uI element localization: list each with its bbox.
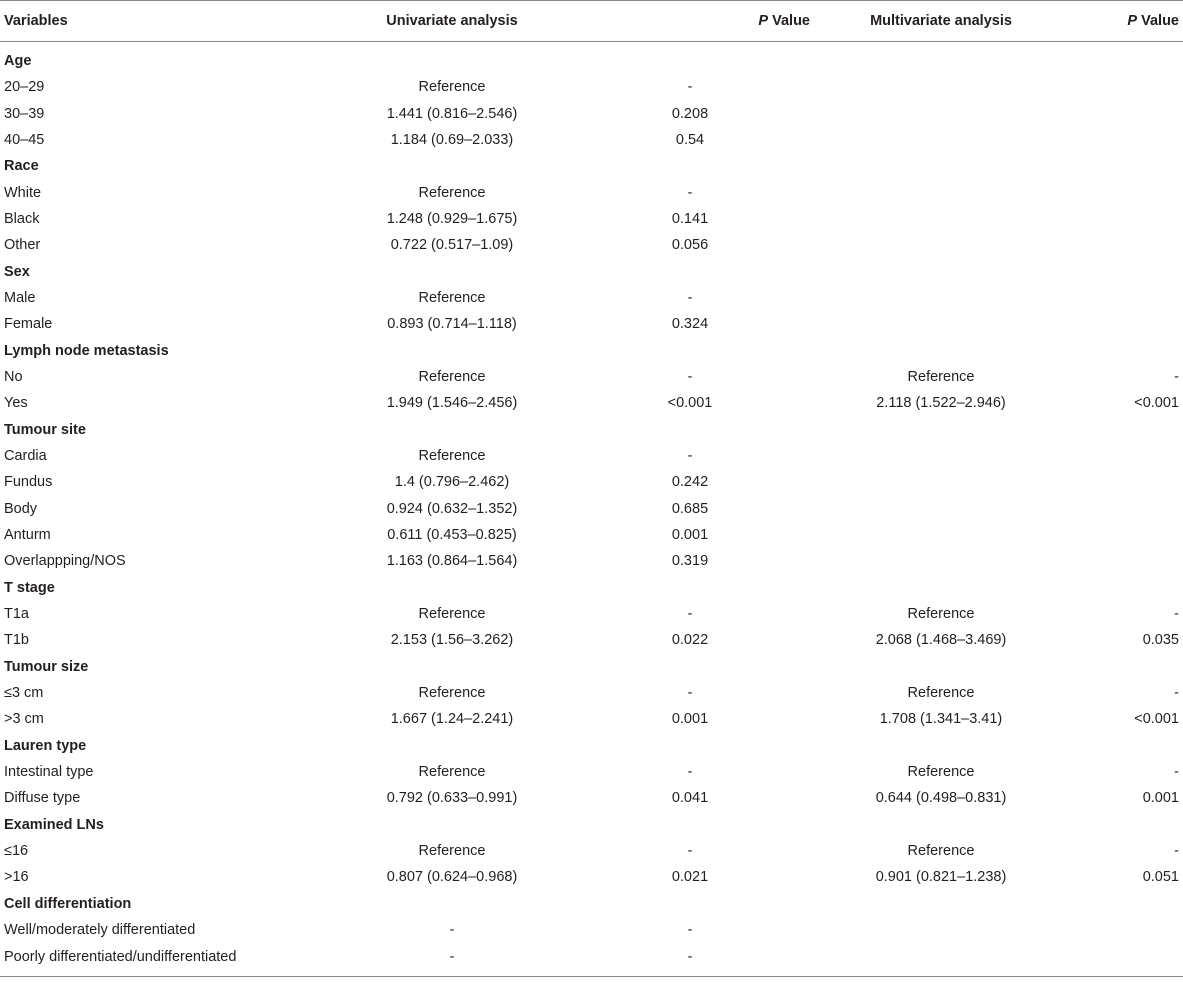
table-row (0, 285, 1183, 311)
p-value-multivariate-cell (1068, 496, 1183, 522)
p-value-univariate-cell: 0.041 (671, 790, 709, 807)
p-value-multivariate-cell: - (1174, 843, 1179, 860)
header-multivariate: Multivariate analysis (814, 1, 1068, 42)
table-row (0, 627, 1183, 653)
p-value-univariate-cell: 0.208 (671, 105, 709, 122)
p-value-univariate-cell: 0.056 (671, 237, 709, 254)
univariate-cell: 1.184 (0.69–2.033) (390, 131, 514, 148)
univariate-cell (338, 812, 566, 838)
p-value-univariate-cell (566, 153, 814, 179)
univariate-cell (338, 733, 566, 759)
multivariate-cell (814, 943, 1068, 976)
multivariate-cell (814, 337, 1068, 363)
table-row (0, 943, 1183, 976)
multivariate-cell (814, 258, 1068, 284)
multivariate-cell (814, 522, 1068, 548)
univariate-cell: Reference (418, 447, 486, 464)
table-row (0, 548, 1183, 574)
p-value-multivariate-cell (1068, 232, 1183, 258)
multivariate-cell (814, 74, 1068, 100)
p-value-multivariate-cell: <0.001 (1134, 395, 1179, 412)
univariate-cell: 1.248 (0.929–1.675) (386, 210, 518, 227)
table-row (0, 206, 1183, 232)
multivariate-cell: 0.644 (0.498–0.831) (875, 790, 1007, 807)
variable-cell: 40–45 (4, 131, 45, 148)
variable-cell: Diffuse type (4, 790, 81, 807)
p-value-univariate-cell: - (687, 368, 693, 385)
table-row (0, 364, 1183, 390)
multivariate-cell (814, 917, 1068, 943)
variable-cell: Intestinal type (4, 764, 94, 781)
variable-cell: Anturm (4, 527, 51, 544)
univariate-cell: 0.611 (0.453–0.825) (387, 527, 517, 544)
p-value-multivariate-cell (1068, 206, 1183, 232)
p-value-univariate-cell: - (687, 685, 693, 702)
univariate-cell: 1.667 (1.24–2.241) (390, 711, 514, 728)
table-row (0, 601, 1183, 627)
group-header-row (0, 654, 1183, 680)
univariate-cell: 1.163 (0.864–1.564) (386, 553, 518, 570)
variable-cell: 30–39 (4, 105, 45, 122)
p-value-univariate-cell: - (566, 943, 814, 976)
variable-cell: Cardia (4, 447, 47, 464)
p-value-multivariate-cell (1068, 733, 1183, 759)
univariate-cell: 1.4 (0.796–2.462) (394, 474, 510, 491)
p-value-multivariate-cell (1068, 522, 1183, 548)
table-row (0, 390, 1183, 416)
p-value-univariate-cell: 0.319 (671, 553, 709, 570)
univariate-cell (338, 337, 566, 363)
p-value-univariate-cell (566, 258, 814, 284)
multivariate-cell (814, 42, 1068, 75)
univariate-cell: Reference (418, 606, 486, 623)
p-value-univariate-cell: 0.001 (671, 527, 709, 544)
p-value-multivariate-cell: - (1174, 368, 1179, 385)
multivariate-cell (814, 416, 1068, 442)
variable-cell: Fundus (4, 474, 53, 491)
p-value-multivariate-cell (1068, 127, 1183, 153)
header-p-symbol: P (1127, 13, 1138, 29)
p-value-multivariate-cell (1068, 179, 1183, 205)
table-row (0, 706, 1183, 732)
group-header-row (0, 42, 1183, 75)
univariate-cell: 1.949 (1.546–2.456) (386, 395, 518, 412)
table-row (0, 838, 1183, 864)
p-value-multivariate-cell (1068, 891, 1183, 917)
p-value-multivariate-cell (1068, 337, 1183, 363)
p-value-univariate-cell: 0.54 (675, 131, 705, 148)
header-p-symbol: P (758, 13, 769, 29)
univariate-cell (338, 153, 566, 179)
variable-cell: ≤16 (4, 843, 29, 860)
group-header-row (0, 812, 1183, 838)
table-row (0, 496, 1183, 522)
header-value-word: Value (768, 13, 810, 29)
variable-cell: T stage (4, 579, 55, 596)
p-value-univariate-cell: 0.141 (671, 210, 709, 227)
univariate-cell: Reference (418, 79, 486, 96)
variable-cell: Examined LNs (4, 816, 104, 833)
p-value-univariate-cell: - (687, 922, 693, 939)
table-row (0, 74, 1183, 100)
multivariate-cell: Reference (907, 368, 975, 385)
p-value-multivariate-cell (1068, 311, 1183, 337)
multivariate-cell (814, 654, 1068, 680)
header-value-word: Value (1137, 13, 1179, 29)
variable-cell: No (4, 368, 23, 385)
univariate-cell: 0.807 (0.624–0.968) (386, 869, 518, 886)
univariate-cell: - (338, 943, 566, 976)
multivariate-cell (814, 548, 1068, 574)
univariate-cell (338, 891, 566, 917)
multivariate-cell (814, 575, 1068, 601)
group-header-row (0, 733, 1183, 759)
variable-cell: Overlappping/NOS (4, 553, 126, 570)
p-value-multivariate-cell (1068, 74, 1183, 100)
table-body (0, 42, 1183, 977)
table-row (0, 311, 1183, 337)
variable-cell: 20–29 (4, 79, 45, 96)
multivariate-cell: 2.118 (1.522–2.946) (876, 395, 1006, 412)
variable-cell: T1b (4, 632, 29, 649)
multivariate-cell (814, 153, 1068, 179)
variable-cell: Age (4, 53, 32, 69)
p-value-univariate-cell: - (687, 447, 693, 464)
p-value-univariate-cell: - (687, 184, 693, 201)
multivariate-cell (814, 733, 1068, 759)
table-row (0, 127, 1183, 153)
group-header-row (0, 416, 1183, 442)
p-value-multivariate-cell: 0.051 (1142, 869, 1179, 886)
multivariate-cell (814, 812, 1068, 838)
variable-cell: >3 cm (4, 711, 44, 728)
univariate-cell: Reference (418, 368, 486, 385)
multivariate-cell: 2.068 (1.468–3.469) (875, 632, 1007, 649)
p-value-univariate-cell: 0.242 (671, 474, 709, 491)
p-value-univariate-cell (566, 733, 814, 759)
variable-cell: Other (4, 237, 41, 254)
p-value-multivariate-cell (1068, 654, 1183, 680)
p-value-multivariate-cell: <0.001 (1134, 711, 1179, 728)
multivariate-cell (814, 179, 1068, 205)
header-p-value-univariate (566, 1, 814, 42)
multivariate-cell: Reference (907, 606, 975, 623)
p-value-univariate-cell (566, 891, 814, 917)
variable-cell: Tumour site (4, 421, 86, 438)
multivariate-cell (814, 206, 1068, 232)
variable-cell: White (4, 184, 42, 201)
p-value-univariate-cell (566, 812, 814, 838)
multivariate-cell: 1.708 (1.341–3.41) (879, 711, 1003, 728)
p-value-multivariate-cell (1068, 917, 1183, 943)
variable-cell: Yes (4, 395, 28, 412)
variable-cell: Lauren type (4, 737, 87, 754)
p-value-multivariate-cell (1068, 416, 1183, 442)
multivariate-cell (814, 285, 1068, 311)
univariate-cell: Reference (418, 184, 486, 201)
multivariate-cell (814, 469, 1068, 495)
variable-cell: Sex (4, 263, 30, 280)
header-variables: Variables (0, 1, 338, 42)
table-row (0, 469, 1183, 495)
univariate-cell: 2.153 (1.56–3.262) (390, 632, 514, 649)
univariate-cell (338, 258, 566, 284)
variable-cell: Black (4, 210, 40, 227)
p-value-multivariate-cell (1068, 548, 1183, 574)
variable-cell: Female (4, 316, 53, 333)
p-value-univariate-cell: - (687, 606, 693, 623)
p-value-univariate-cell: 0.324 (671, 316, 709, 333)
univariate-cell (338, 416, 566, 442)
univariate-cell: Reference (418, 685, 486, 702)
univariate-cell: Reference (418, 764, 486, 781)
multivariate-cell: 0.901 (0.821–1.238) (875, 869, 1007, 886)
p-value-multivariate-cell: 0.001 (1142, 790, 1179, 807)
table-row (0, 100, 1183, 126)
univariate-cell: Reference (418, 289, 486, 306)
multivariate-cell (814, 100, 1068, 126)
univariate-cell (338, 575, 566, 601)
p-value-univariate-cell: 0.022 (671, 632, 709, 649)
variable-cell: Male (4, 289, 36, 306)
p-value-multivariate-cell: - (1174, 685, 1179, 702)
p-value-multivariate-cell (1068, 258, 1183, 284)
p-value-multivariate-cell (1068, 285, 1183, 311)
p-value-univariate-cell (566, 416, 814, 442)
variable-cell: Body (4, 500, 38, 517)
p-value-univariate-cell (566, 654, 814, 680)
p-value-univariate-cell: <0.001 (667, 395, 713, 412)
univariate-cell: 1.441 (0.816–2.546) (386, 105, 518, 122)
p-value-multivariate-cell (1068, 42, 1183, 75)
table-row (0, 917, 1183, 943)
variable-cell: Cell differentiation (4, 895, 132, 912)
variable-cell: ≤3 cm (4, 685, 44, 702)
table-row (0, 759, 1183, 785)
multivariate-cell: Reference (907, 764, 975, 781)
header-univariate: Univariate analysis (338, 1, 566, 42)
univariate-cell: Reference (418, 843, 486, 860)
group-header-row (0, 575, 1183, 601)
group-header-row (0, 337, 1183, 363)
header-p-value-multivariate (1068, 1, 1183, 42)
multivariate-cell (814, 311, 1068, 337)
variable-cell: Poorly differentiated/undifferentiated (0, 943, 338, 976)
p-value-univariate-cell (566, 42, 814, 75)
header-row (0, 1, 1183, 42)
variable-cell: Race (4, 158, 39, 175)
p-value-multivariate-cell (1068, 469, 1183, 495)
table-row (0, 680, 1183, 706)
group-header-row (0, 258, 1183, 284)
multivariate-cell (814, 496, 1068, 522)
multivariate-cell: Reference (907, 843, 975, 860)
multivariate-cell (814, 127, 1068, 153)
table-row (0, 785, 1183, 811)
p-value-multivariate-cell (1068, 100, 1183, 126)
table-row (0, 232, 1183, 258)
multivariate-cell (814, 232, 1068, 258)
table-row (0, 179, 1183, 205)
univariate-cell (338, 42, 566, 75)
p-value-multivariate-cell (1068, 575, 1183, 601)
p-value-univariate-cell (566, 575, 814, 601)
univariate-cell (338, 654, 566, 680)
p-value-multivariate-cell: 0.035 (1142, 632, 1179, 649)
p-value-univariate-cell (566, 337, 814, 363)
p-value-univariate-cell: 0.021 (671, 869, 709, 886)
variable-cell: Lymph node metastasis (4, 342, 169, 359)
variable-cell: Well/moderately differentiated (4, 922, 196, 939)
group-header-row (0, 153, 1183, 179)
p-value-univariate-cell: - (687, 79, 693, 96)
p-value-multivariate-cell (1068, 943, 1183, 976)
p-value-univariate-cell: - (687, 764, 693, 781)
p-value-univariate-cell: 0.685 (671, 500, 709, 517)
p-value-multivariate-cell (1068, 153, 1183, 179)
p-value-multivariate-cell: - (1174, 606, 1179, 623)
table-row (0, 443, 1183, 469)
variable-cell: Tumour size (4, 658, 89, 675)
group-header-row (0, 891, 1183, 917)
univariate-cell: 0.924 (0.632–1.352) (386, 500, 518, 517)
univariate-cell: 0.722 (0.517–1.09) (390, 237, 514, 254)
univariate-cell: - (449, 922, 455, 939)
univariate-cell: 0.792 (0.633–0.991) (386, 790, 518, 807)
multivariate-cell: Reference (907, 685, 975, 702)
p-value-univariate-cell: - (687, 289, 693, 306)
variable-cell: T1a (4, 606, 29, 623)
p-value-multivariate-cell (1068, 443, 1183, 469)
variable-cell: >16 (4, 869, 29, 886)
univariate-cell: 0.893 (0.714–1.118) (387, 316, 517, 333)
p-value-univariate-cell: - (687, 843, 693, 860)
p-value-univariate-cell: 0.001 (671, 711, 709, 728)
multivariate-cell (814, 443, 1068, 469)
table-row (0, 522, 1183, 548)
multivariate-cell (814, 891, 1068, 917)
p-value-multivariate-cell: - (1174, 764, 1179, 781)
p-value-multivariate-cell (1068, 812, 1183, 838)
table-row (0, 864, 1183, 890)
